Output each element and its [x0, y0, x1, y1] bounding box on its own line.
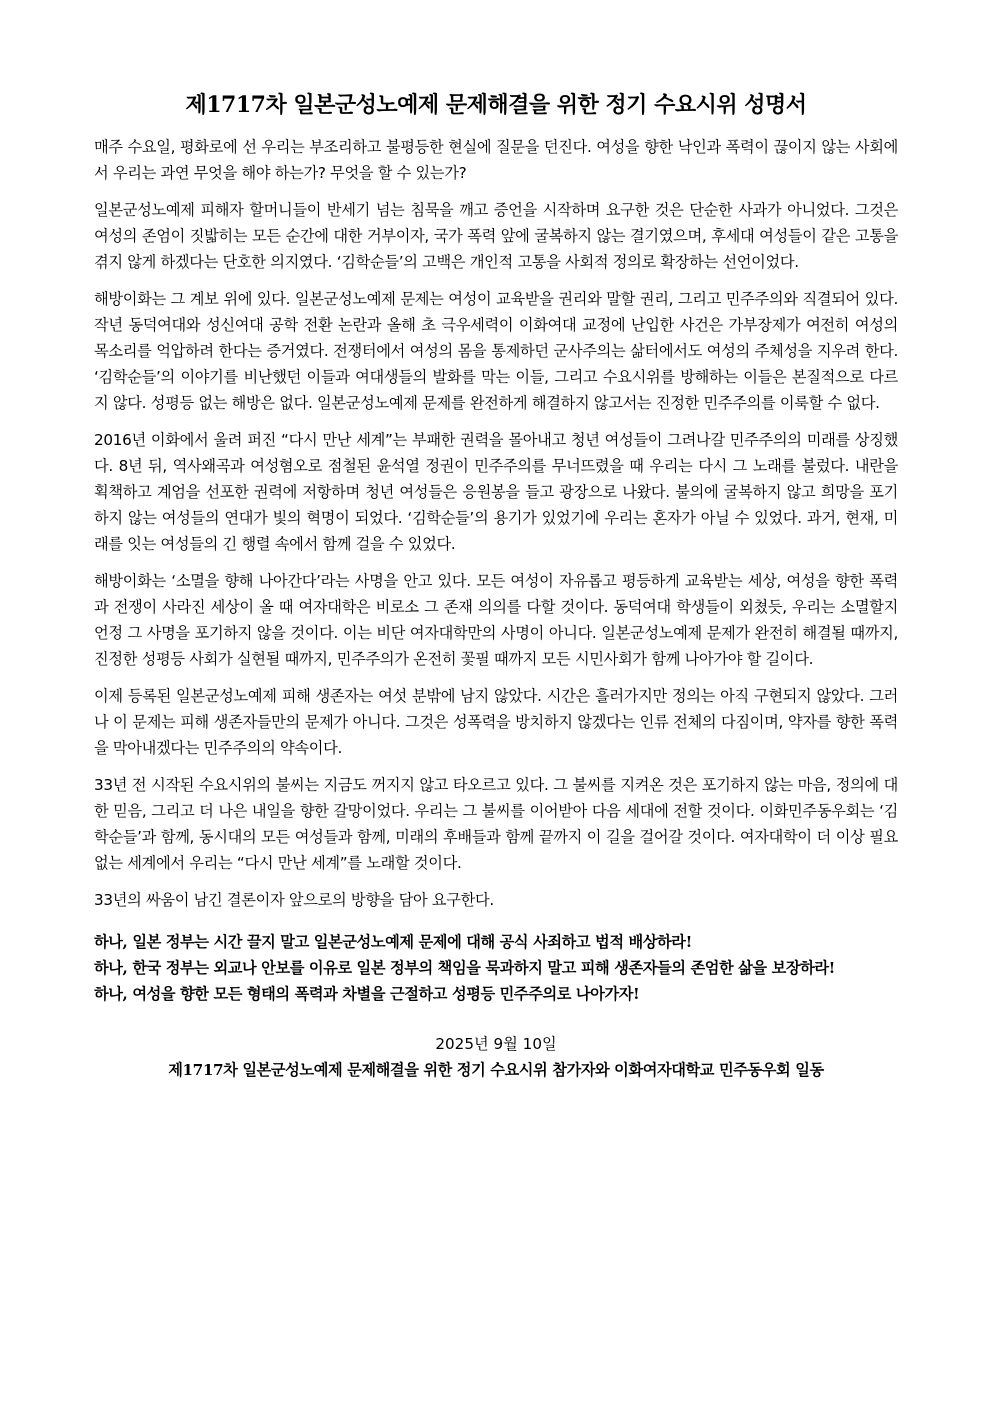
paragraph-1: 매주 수요일, 평화로에 선 우리는 부조리하고 불평등한 현실에 질문을 던진다. 여성을 향한 낙인과 폭력이 끊이지 않는 사회에서 우리는 과연 무엇을 해야 하는가? 무엇을 할 수 있는가? — [94, 138, 898, 182]
demand-item-2: 하나, 한국 정부는 외교나 안보를 이유로 일본 정부의 책임을 묵과하지 말고 피해 생존자들의 존엄한 삶을 보장하라! — [94, 959, 835, 977]
paragraph-7: 33년 전 시작된 수요시위의 불씨는 지금도 꺼지지 않고 타오르고 있다. 그 불씨를 지켜온 것은 포기하지 않는 마음, 정의에 대한 믿음, 그리고 더 나은 내일을 향한 갈망이었다. 우리는 그 불씨를 이어받아 다음 세대에 전할 것이다. 이화민주동우회는 ‘김학순들’과 함께, 동시대의 모든 여성들과 함께, 미래의 후배들과 함께 끝까지 이 길을 걸어갈 것이다. 여자대학이 더 이상 필요 없는 세계에서 우리는 “다시 만난 세계”를 노래할 것이다. — [94, 776, 898, 872]
paragraph-8: 33년의 싸움이 남긴 결론이자 앞으로의 방향을 담아 요구한다. — [94, 891, 494, 909]
statement-page — [94, 90, 898, 1083]
signature-line: 제1717차 일본군성노예제 문제해결을 위한 정기 수요시위 참가자와 이화여자대학교 민주동우회 일동 — [168, 1061, 824, 1079]
paragraph-3: 해방이화는 그 계보 위에 있다. 일본군성노예제 문제는 여성이 교육받을 권리와 말할 권리, 그리고 민주주의와 직결되어 있다. 작년 동덕여대와 성신여대 공학 전환 논란과 올해 초 극우세력이 이화여대 교정에 난입한 사건은 가부장제가 여전히 여성의 목소리를 억압하려 한다는 증거였다. 전쟁터에서 여성의 몸을 통제하던 군사주의는 삶터에서도 여성의 주체성을 지우려 한다. ‘김학순들’의 이야기를 비난했던 이들과 여대생들의 발화를 막는 이들, 그리고 수요시위를 방해하는 이들은 본질적으로 다르지 않다. 성평등 없는 해방은 없다. 일본군성노예제 문제를 완전하게 해결하지 않고서는 진정한 민주주의를 이룩할 수 없다. — [94, 290, 898, 412]
demand-item-1: 하나, 일본 정부는 시간 끌지 말고 일본군성노예제 문제에 대해 공식 사죄하고 법적 배상하라! — [94, 933, 692, 951]
paragraph-2: 일본군성노예제 피해자 할머니들이 반세기 넘는 침묵을 깨고 증언을 시작하며 요구한 것은 단순한 사과가 아니었다. 그것은 여성의 존엄이 짓밟히는 모든 순간에 대한 거부이자, 국가 폭력 앞에 굴복하지 않는 결기였으며, 후세대 여성들이 같은 고통을 겪지 않게 하겠다는 단호한 의지였다. ‘김학순들’의 고백은 개인적 고통을 사회적 정의로 확장하는 선언이었다. — [94, 201, 898, 271]
paragraph-5: 해방이화는 ‘소멸을 향해 나아간다’라는 사명을 안고 있다. 모든 여성이 자유롭고 평등하게 교육받는 세상, 여성을 향한 폭력과 전쟁이 사라진 세상이 올 때 여자대학은 비로소 그 존재 의의를 다할 것이다. 동덕여대 학생들이 외쳤듯, 우리는 소멸할지언정 그 사명을 포기하지 않을 것이다. 이는 비단 여자대학만의 사명이 아니다. 일본군성노예제 문제가 완전히 해결될 때까지, 진정한 성평등 사회가 실현될 때까지, 민주주의가 온전히 꽃필 때까지 모든 시민사회가 함께 나아가야 할 길이다. — [94, 572, 898, 668]
paragraph-6: 이제 등록된 일본군성노예제 피해 생존자는 여섯 분밖에 남지 않았다. 시간은 흘러가지만 정의는 아직 구현되지 않았다. 그러나 이 문제는 피해 생존자들만의 문제가 아니다. 그것은 성폭력을 방치하지 않겠다는 인류 전체의 다짐이며, 약자를 향한 폭력을 막아내겠다는 민주주의의 약속이다. — [94, 687, 898, 757]
demand-item-3: 하나, 여성을 향한 모든 형태의 폭력과 차별을 근절하고 성평등 민주주의로 나아가자! — [94, 985, 640, 1003]
statement-date: 2025년 9월 10일 — [435, 1035, 557, 1053]
page-title: 제1717차 일본군성노예제 문제해결을 위한 정기 수요시위 성명서 — [185, 92, 807, 118]
paragraph-4: 2016년 이화에서 울려 퍼진 “다시 만난 세계”는 부패한 권력을 몰아내고 청년 여성들이 그려나갈 민주주의의 미래를 상징했다. 8년 뒤, 역사왜곡과 여성혐오로 점철된 윤석열 정권이 민주주의를 무너뜨렸을 때 우리는 다시 그 노래를 불렀다. 내란을 획책하고 계엄을 선포한 권력에 저항하며 청년 여성들은 응원봉을 들고 광장으로 나왔다. 불의에 굴복하지 않고 희망을 포기하지 않는 여성들의 연대가 빛의 혁명이 되었다. ‘김학순들’의 용기가 있었기에 우리는 혼자가 아닐 수 있었다. 과거, 현재, 미래를 잇는 여성들의 긴 행렬 속에서 함께 걸을 수 있었다. — [94, 431, 898, 553]
demands-list — [94, 929, 898, 1007]
